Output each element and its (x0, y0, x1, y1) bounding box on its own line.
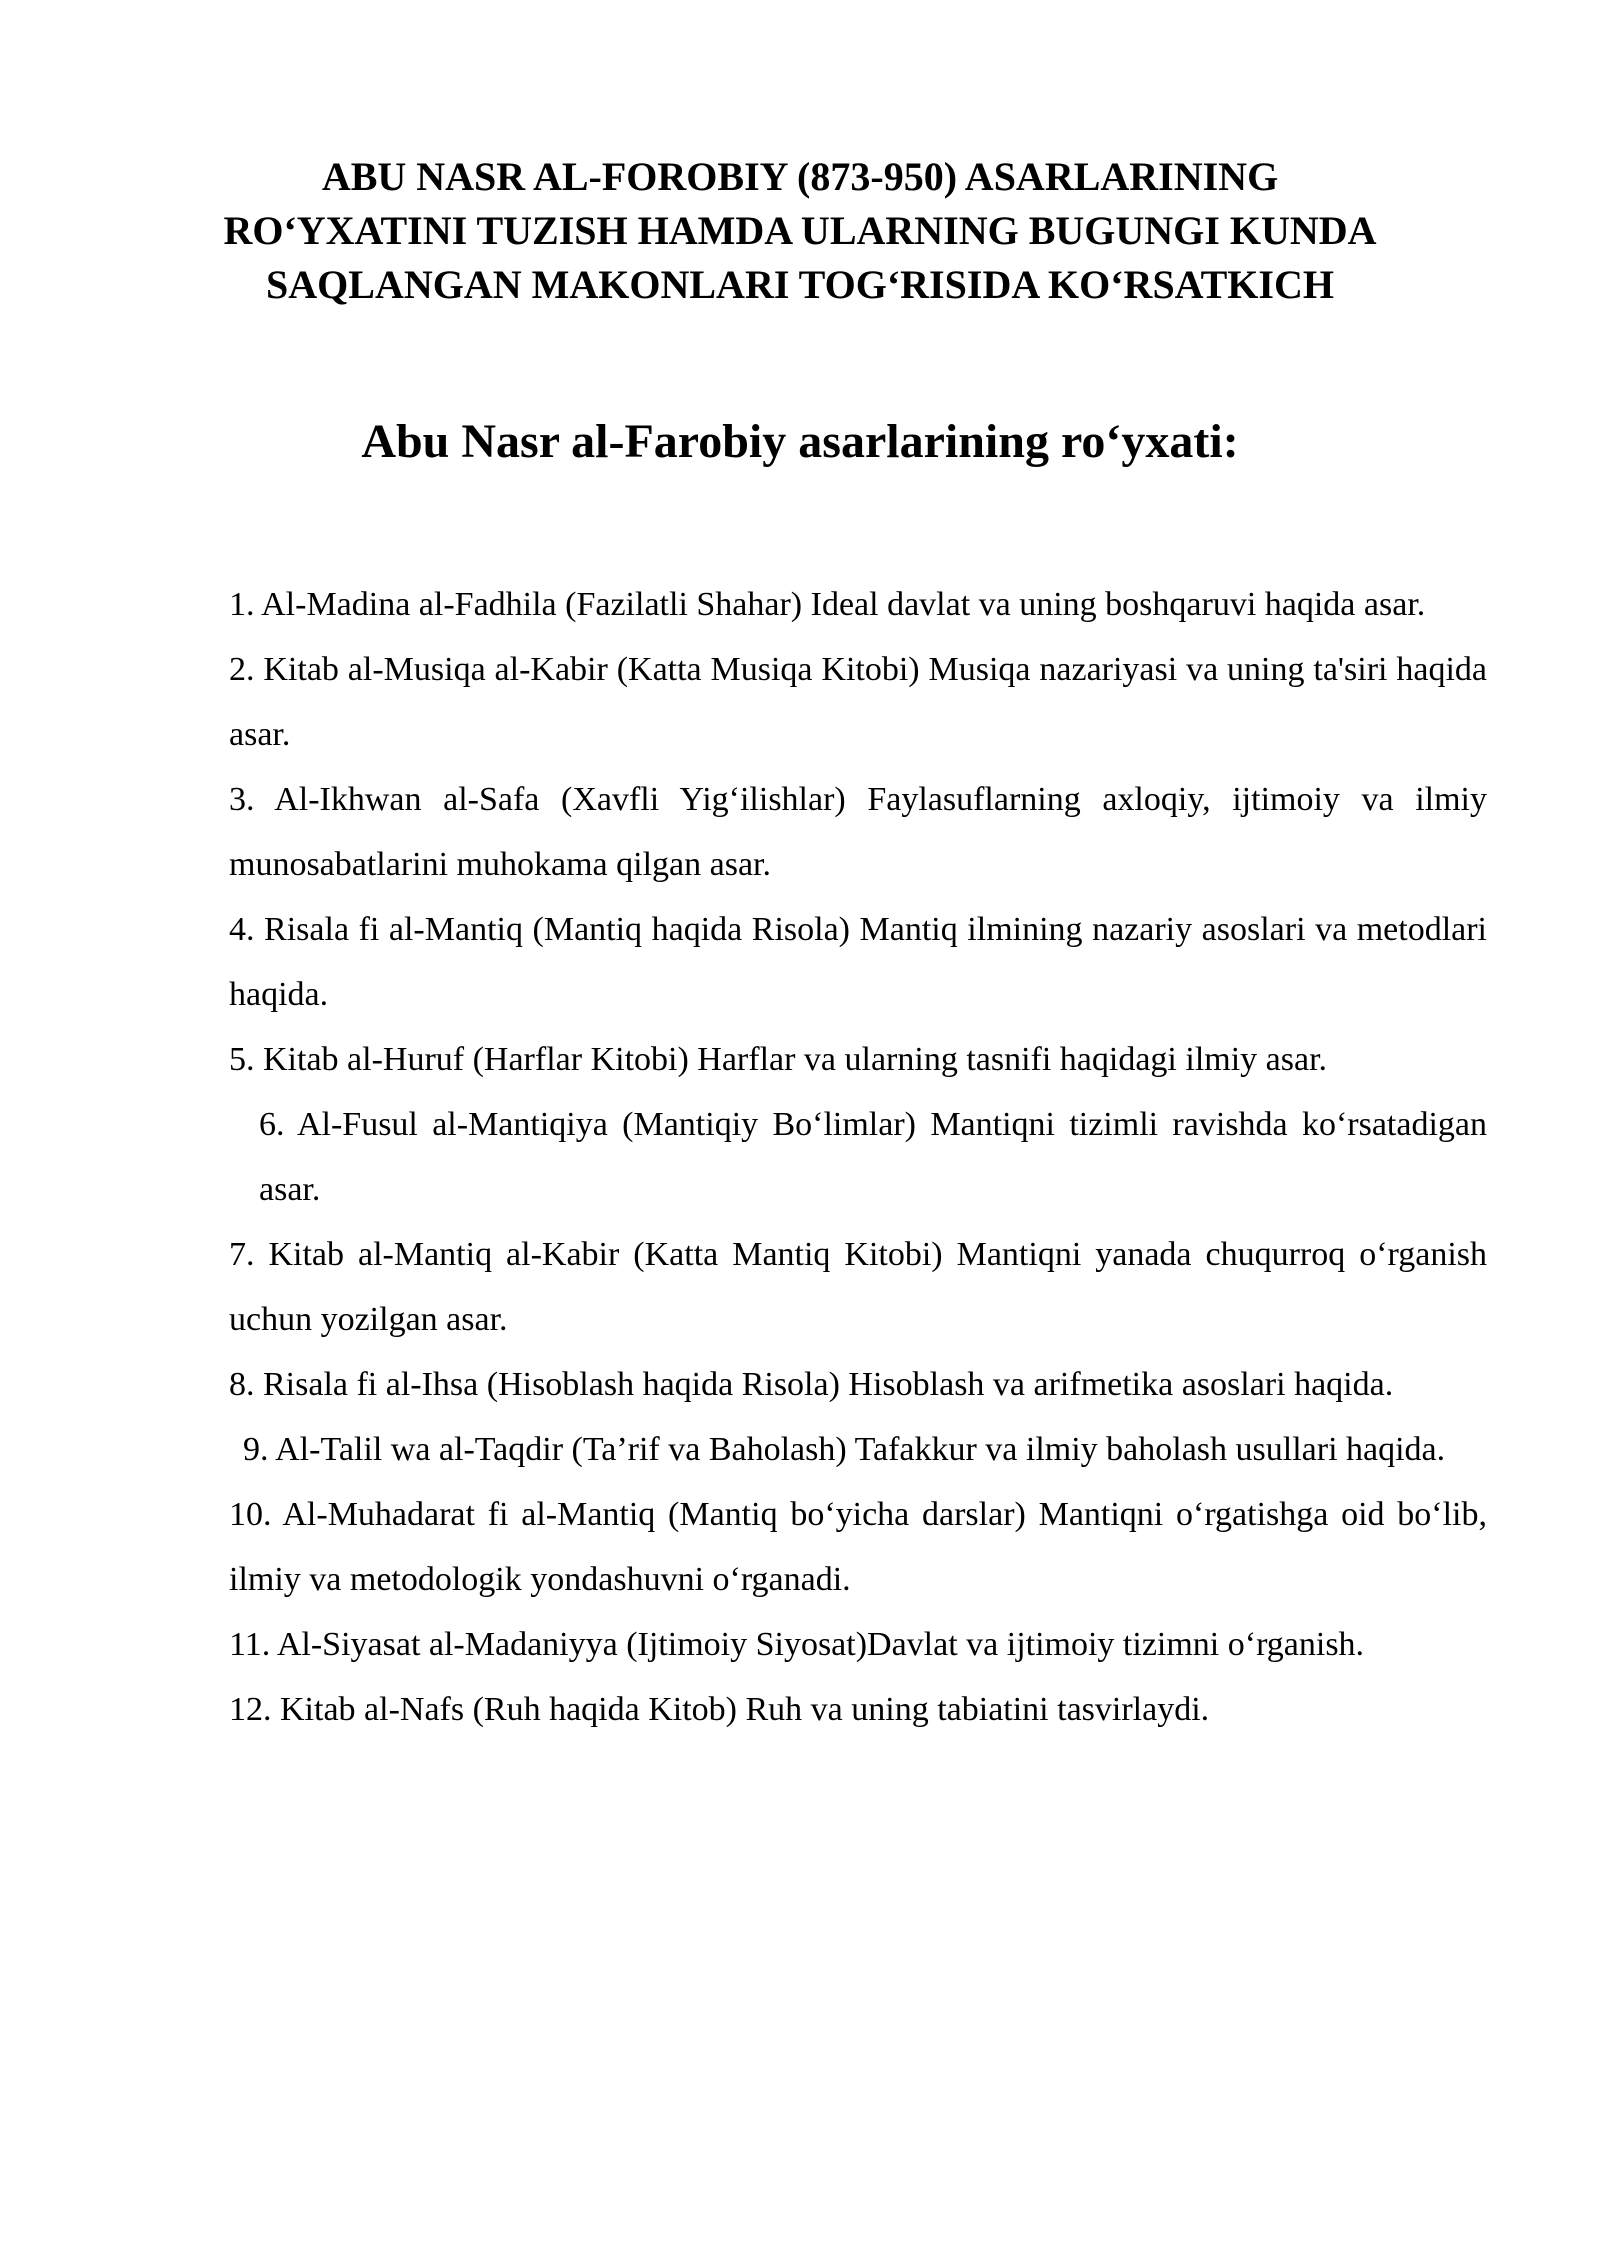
list-item: 1. Al-Madina al-Fadhila (Fazilatli Shahar) Ideal davlat va uning boshqaruvi haqida asar. (229, 586, 1426, 623)
list-item: 11. Al-Siyasat al-Madaniyya (Ijtimoiy Siyosat)Davlat va ijtimoiy tizimni o‘rganish. (229, 1626, 1365, 1663)
list-item: 6. Al-Fusul al-Mantiqiya (Mantiqiy Bo‘limlar) Mantiqni tizimli ravishda ko‘rsatadigan asar. (259, 1106, 1487, 1208)
title-line-3: SAQLANGAN MAKONLARI TOG‘RISIDA KO‘RSATKICH (266, 262, 1334, 307)
list-heading: Abu Nasr al-Farobiy asarlarining ro‘yxati: (361, 415, 1239, 468)
list-item: 8. Risala fi al-Ihsa (Hisoblash haqida Risola) Hisoblash va arifmetika asoslari haqida. (229, 1366, 1394, 1403)
list-item: 9. Al-Talil wa al-Taqdir (Ta’rif va Baholash) Tafakkur va ilmiy baholash usullari haqida. (243, 1431, 1446, 1468)
list-item: 4. Risala fi al-Mantiq (Mantiq haqida Risola) Mantiq ilmining nazariy asoslari va metodlari haqida. (229, 911, 1487, 1013)
document-title (180, 150, 1420, 312)
title-line-2: RO‘YXATINI TUZISH HAMDA ULARNING BUGUNGI KUNDA (223, 208, 1377, 253)
list-item: 2. Kitab al-Musiqa al-Kabir (Katta Musiqa Kitobi) Musiqa nazariyasi va uning ta'siri haqida asar. (229, 651, 1487, 753)
list-item: 5. Kitab al-Huruf (Harflar Kitobi) Harflar va ularning tasnifi haqidagi ilmiy asar. (229, 1041, 1328, 1078)
works-list (229, 572, 1487, 1742)
list-item: 3. Al-Ikhwan al-Safa (Xavfli Yig‘ilishlar) Faylasuflarning axloqiy, ijtimoiy va ilmiy munosabatlarini muhokama qilgan asar. (229, 781, 1487, 883)
list-item: 12. Kitab al-Nafs (Ruh haqida Kitob) Ruh va uning tabiatini tasvirlaydi. (229, 1691, 1210, 1728)
list-item: 10. Al-Muhadarat fi al-Mantiq (Mantiq bo‘yicha darslar) Mantiqni o‘rgatishga oid bo‘lib, ilmiy va metodologik yondashuvni o‘rganadi. (229, 1496, 1487, 1598)
list-item: 7. Kitab al-Mantiq al-Kabir (Katta Mantiq Kitobi) Mantiqni yanada chuqurroq o‘rganish uchun yozilgan asar. (229, 1236, 1487, 1338)
title-line-1: ABU NASR AL-FOROBIY (873-950) ASARLARINING (321, 154, 1279, 199)
